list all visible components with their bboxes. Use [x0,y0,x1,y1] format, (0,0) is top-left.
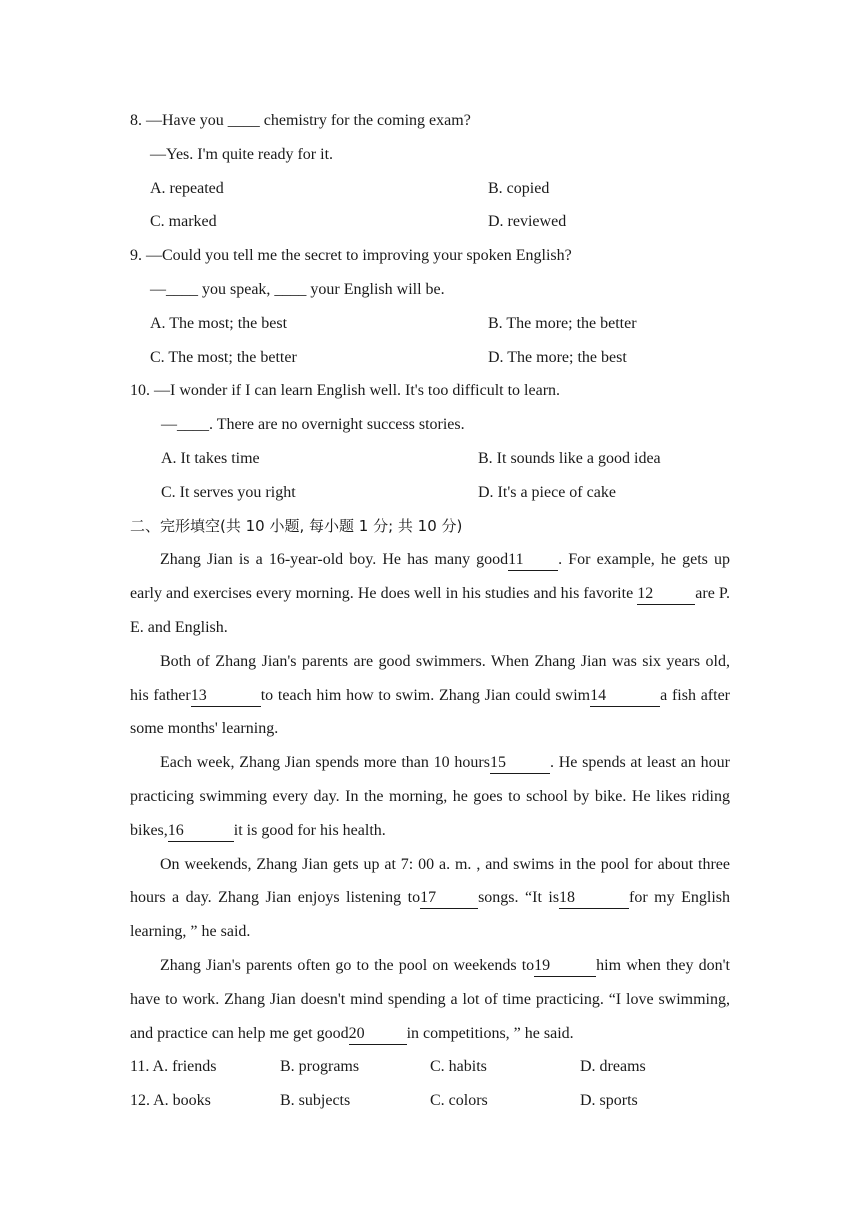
option-10a[interactable]: A. It takes time [161,449,260,467]
option-11c[interactable]: C. habits [430,1058,487,1076]
blank-11[interactable]: 11 [508,550,558,571]
cloze-options-12 [130,1084,730,1118]
option-12b[interactable]: B. subjects [280,1092,351,1110]
option-11b[interactable]: B. programs [280,1058,360,1076]
blank-15[interactable]: 15 [490,753,550,774]
option-12d[interactable]: D. sports [580,1092,638,1110]
blank-18[interactable]: 18 [559,888,629,909]
passage-paragraph-5: Zhang Jian's parents often go to the pool on weekends to19 him when they don't have to work. Zhang Jian doesn't mind spending a lot of time practicing. “I love swimming, and practice can help me get good20 in competitions, ” he said. [130,949,730,1050]
cloze-options-11 [130,1050,730,1084]
option-9a[interactable]: A. The most; the best [150,314,288,332]
question-8: 8. —Have you ____ chemistry for the coming exam? [130,112,471,129]
passage-paragraph-1: Zhang Jian is a 16-year-old boy. He has many good11 . For example, he gets up early and exercises every morning. He does well in his studies and his favorite 12 are P. E. and English. [130,551,731,636]
blank-16[interactable]: 16 [168,821,234,842]
blank-19[interactable]: 19 [534,956,596,977]
options-10-row-1 [130,442,730,476]
option-8a[interactable]: A. repeated [150,179,224,197]
blank-20[interactable]: 20 [349,1024,407,1045]
answer-10: —____. There are no overnight success stories. [161,416,465,434]
question-9: 9. —Could you tell me the secret to improving your spoken English? [130,247,572,265]
options-8-row-1 [130,172,730,206]
option-8d[interactable]: D. reviewed [488,213,567,231]
option-10c[interactable]: C. It serves you right [161,483,296,501]
blank-12[interactable]: 12 [637,584,695,605]
passage-paragraph-2: Both of Zhang Jian's parents are good swimmers. When Zhang Jian was six years old, his father13 to teach him how to swim. Zhang Jian could swim14 a fish after some months' learning. [130,652,731,738]
passage-paragraph-4: On weekends, Zhang Jian gets up at 7: 00 a. m. , and swims in the pool for about three hours a day. Zhang Jian enjoys listening to17 songs. “It is18 for my English learning, ” he said. [130,855,731,941]
option-8b[interactable]: B. copied [488,179,550,197]
worksheet-page [130,104,730,1118]
option-9b[interactable]: B. The more; the better [488,314,637,332]
option-12c[interactable]: C. colors [430,1092,488,1110]
option-10b[interactable]: B. It sounds like a good idea [478,449,661,467]
blank-14[interactable]: 14 [590,686,660,707]
option-10d[interactable]: D. It's a piece of cake [478,483,616,501]
options-9-row-2 [130,341,730,375]
blank-17[interactable]: 17 [420,888,478,909]
answer-8: —Yes. I'm quite ready for it. [150,145,334,163]
option-11a[interactable]: 11. A. friends [130,1058,217,1076]
blank-13[interactable]: 13 [191,686,261,707]
option-11d[interactable]: D. dreams [580,1058,646,1076]
question-10: 10. —I wonder if I can learn English well. It's too difficult to learn. [130,382,561,400]
option-12a[interactable]: 12. A. books [130,1092,211,1110]
option-9d[interactable]: D. The more; the best [488,348,627,366]
option-8c[interactable]: C. marked [150,213,217,231]
answer-9: —____ you speak, ____ your English will be. [150,280,445,298]
options-10-row-2 [130,476,730,510]
options-8-row-2 [130,205,730,239]
passage-paragraph-3: Each week, Zhang Jian spends more than 10 hours15 . He spends at least an hour practicing swimming every day. In the morning, he goes to school by bike. He likes riding bikes,16 it is good for his health. [130,746,730,847]
options-9-row-1 [130,307,730,341]
option-9c[interactable]: C. The most; the better [150,348,297,366]
section-heading: 二、完形填空(共 10 小题, 每小题 1 分; 共 10 分) [130,516,463,535]
